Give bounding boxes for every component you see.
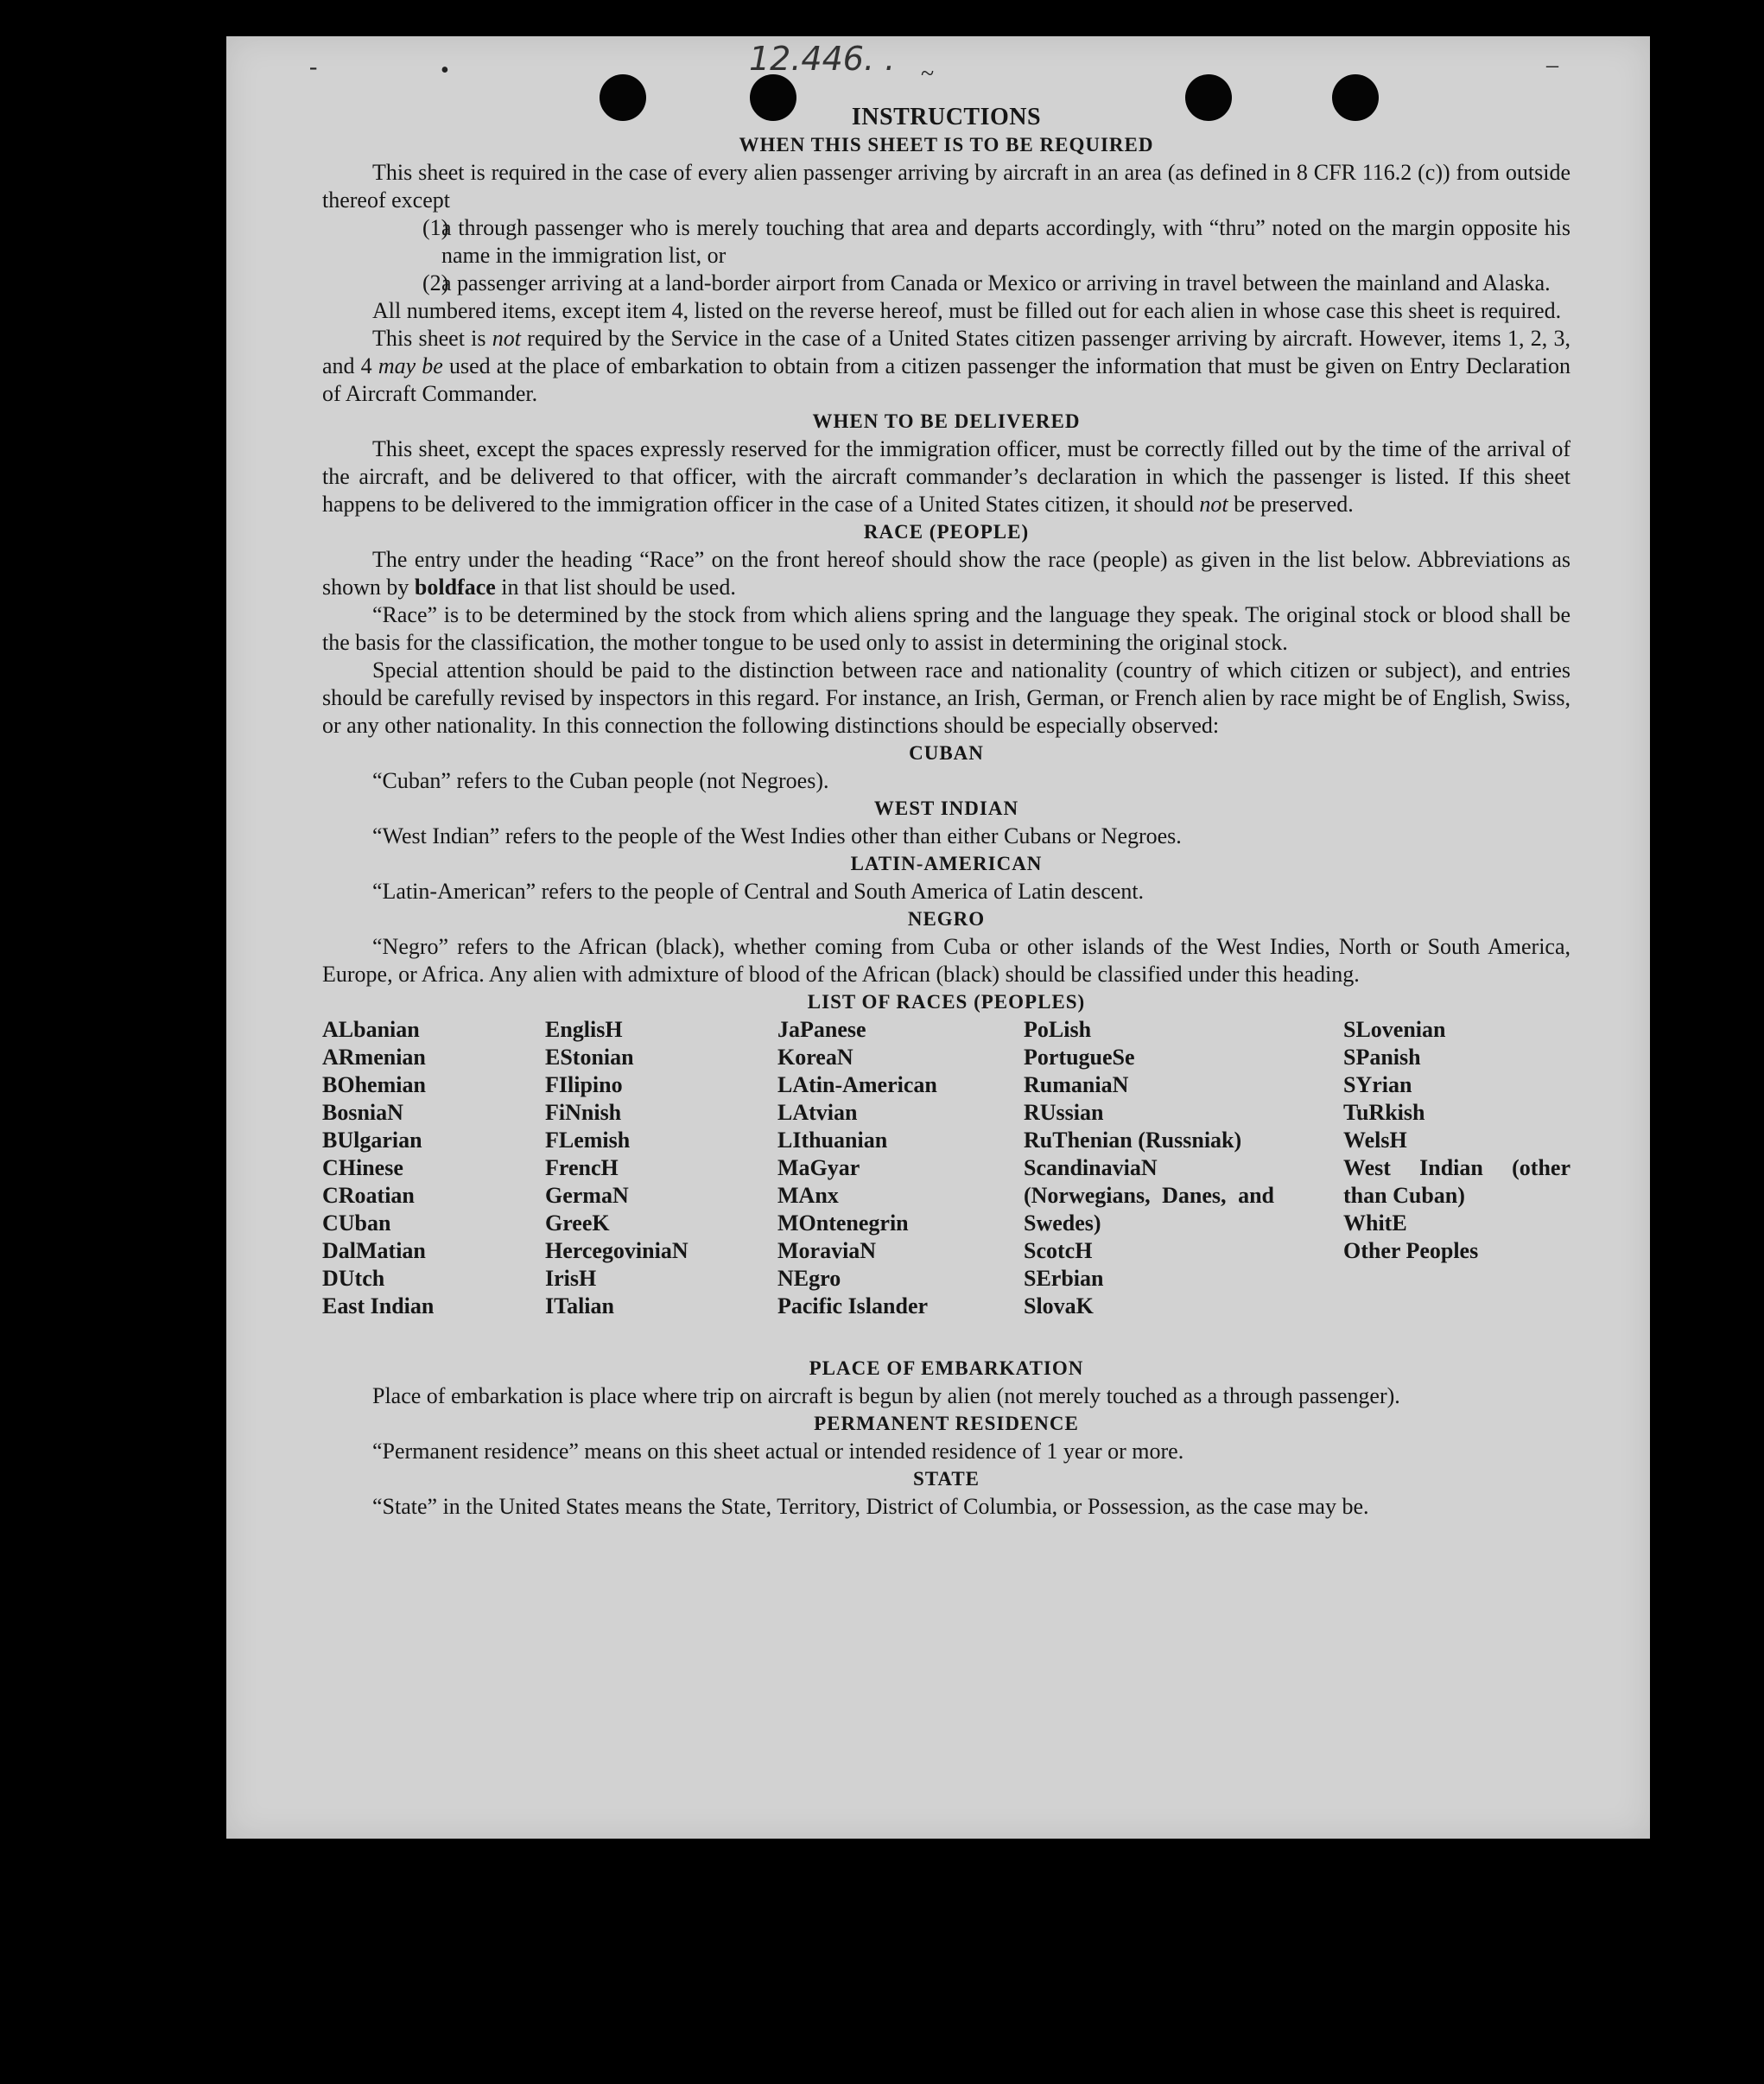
race-entry: FLemish [545,1128,631,1153]
race-entry: PortugueSe [1024,1045,1135,1070]
section-heading: CUBAN [909,742,984,764]
race-entry: CRoatian [322,1183,415,1208]
race-entry: RUssian [1024,1100,1104,1125]
paragraph: “West Indian” refers to the people of the West Indies other than either Cubans or Negroes. [372,823,1182,848]
text-run: This sheet, except the spaces expressly reserved for the immigration officer, must be correctly filled out by the time of the arrival of the aircraft, and be delivered to that officer, with the aircraft commander’s declaration in which the passenger is listed. If this sheet happens to be delivered to the immigration officer in the case of a United States citizen, it should [322,436,1570,517]
race-entry: Other Peoples [1343,1238,1479,1263]
race-entry: SYrian [1343,1072,1412,1097]
section-heading: WHEN THIS SHEET IS TO BE REQUIRED [739,134,1154,156]
section-heading: NEGRO [907,908,986,930]
races-column [1343,1016,1570,1265]
race-entry: SlovaK [1024,1293,1094,1318]
section-heading: WEST INDIAN [873,797,1019,819]
section-heading: RACE (PEOPLE) [863,521,1030,543]
paragraph: “Latin-American” refers to the people of Central and South America of Latin descent. [372,879,1145,904]
races-column [1024,1016,1283,1320]
race-entry: LAtin-American [777,1072,937,1097]
list-item [322,270,1570,297]
text-run: used at the place of embarkation to obtain from a citizen passenger the information that must be given on Entry Declaration of Aircraft Commander. [322,353,1570,406]
race-entry: FIlipino [545,1072,623,1097]
section-heading: WHEN TO BE DELIVERED [812,410,1081,432]
section-heading: PERMANENT RESIDENCE [814,1413,1079,1434]
list-item [322,214,1570,270]
item-number: (2) [422,270,449,295]
document-page [226,36,1650,1839]
race-entry: ITalian [545,1293,614,1318]
race-entry: DalMatian [322,1238,426,1263]
race-entry: JaPanese [777,1017,866,1042]
race-entry: ARmenian [322,1045,426,1070]
paragraph [322,325,1570,408]
race-entry: EnglisH [545,1017,623,1042]
section-heading: STATE [912,1468,980,1490]
text-run: be preserved. [1228,492,1354,517]
paragraph: “Negro” refers to the African (black), whether coming from Cuba or other islands of the West Indies, North or South America, Europe, or Africa. Any alien with admixture of blood of the African (black) should be classified under this heading. [322,934,1570,987]
margin-mark: ~ [921,60,935,87]
text-run: This sheet is [372,326,492,351]
item-text: a passenger arriving at a land-border airport from Canada or Mexico or arriving in travel between the mainland and Alaska. [441,270,1551,295]
race-entry: West Indian (other than Cuban) [1343,1155,1570,1208]
race-entry: ScandinaviaN (Norwegians, Danes, and Swedes) [1024,1155,1274,1236]
paragraph: Place of embarkation is place where trip on aircraft is begun by alien (not merely touched as a through passenger). [372,1383,1400,1408]
race-entry: RuThenian (Russniak) [1024,1128,1242,1153]
race-entry: GreeK [545,1210,610,1236]
bold-text: boldface [414,575,496,600]
section-heading: LIST OF RACES (PEOPLES) [807,991,1086,1013]
paragraph: “State” in the United States means the State, Territory, District of Columbia, or Possession, as the case may be. [372,1494,1369,1519]
margin-mark: – [1546,52,1558,79]
race-entry: MAnx [777,1183,839,1208]
race-entry: WhitE [1343,1210,1407,1236]
races-column [777,1016,1011,1320]
race-entry: TuRkish [1343,1100,1425,1125]
race-entry: LIthuanian [777,1128,888,1153]
text-run: in that list should be used. [495,575,736,600]
paragraph [322,546,1570,601]
race-entry: CHinese [322,1155,403,1180]
race-entry: DUtch [322,1266,385,1291]
race-entry: Pacific Islander [777,1293,929,1318]
race-entry: BUlgarian [322,1128,422,1153]
race-entry: FrencH [545,1155,619,1180]
emphasis: may be [378,353,443,378]
race-entry: ALbanian [322,1017,420,1042]
race-entry: HercegoviniaN [545,1238,688,1263]
paragraph: All numbered items, except item 4, listed on the reverse hereof, must be filled out for each alien in whose case this sheet is required. [372,298,1562,323]
item-text: a through passenger who is merely touching that area and departs accordingly, with “thru” noted on the margin opposite his name in the immigration list, or [441,215,1570,268]
paragraph: “Cuban” refers to the Cuban people (not Negroes). [372,768,829,793]
instructions-content [322,104,1570,1521]
race-entry: LAtvian [777,1100,858,1125]
section-heading: LATIN-AMERICAN [850,853,1043,874]
paragraph [322,435,1570,518]
race-entry: IrisH [545,1266,597,1291]
races-column [322,1016,530,1320]
handwritten-number: 12.446. . [749,40,896,78]
paragraph: “Race” is to be determined by the stock from which aliens spring and the language they speak. The original stock or blood shall be the basis for the classification, the mother tongue to be used only to assist in determining the original stock. [322,602,1570,655]
races-list [322,1016,1570,1355]
race-entry: KoreaN [777,1045,853,1070]
margin-mark: • [441,57,449,84]
race-entry: SErbian [1024,1266,1104,1291]
races-column [545,1016,770,1320]
paragraph: “Permanent residence” means on this sheet actual or intended residence of 1 year or more. [372,1439,1184,1464]
section-heading: PLACE OF EMBARKATION [809,1357,1084,1379]
race-entry: SLovenian [1343,1017,1446,1042]
race-entry: ScotcH [1024,1238,1093,1263]
race-entry: CUban [322,1210,391,1236]
race-entry: NEgro [777,1266,841,1291]
margin-mark: - [309,54,318,80]
paragraph: This sheet is required in the case of every alien passenger arriving by aircraft in an area (as defined in 8 CFR 116.2 (c)) from outside thereof except [322,160,1570,213]
race-entry: FiNnish [545,1100,622,1125]
race-entry: GermaN [545,1183,629,1208]
race-entry: MaGyar [777,1155,860,1180]
race-entry: PoLish [1024,1017,1092,1042]
race-entry: EStonian [545,1045,634,1070]
race-entry: WelsH [1343,1128,1407,1153]
race-entry: MoraviaN [777,1238,877,1263]
emphasis: not [492,326,522,351]
page-title: INSTRUCTIONS [851,104,1042,130]
race-entry: MOntenegrin [777,1210,909,1236]
race-entry: BosniaN [322,1100,403,1125]
race-entry: BOhemian [322,1072,426,1097]
race-entry: SPanish [1343,1045,1421,1070]
text-run: The entry under the heading “Race” on the front hereof should show the race (people) as given in the list below. Abbreviations as shown by [322,547,1570,600]
item-number: (1) [422,215,449,240]
emphasis: not [1199,492,1228,517]
text-run: required by the Service in the case of a United States citizen passenger arriving by aircraft. However, items 1, 2, 3, and 4 [322,326,1570,378]
paragraph: Special attention should be paid to the distinction between race and nationality (country of which citizen or subject), and entries should be carefully revised by inspectors in this regard. For instance, an Irish, German, or French alien by race might be of English, Swiss, or any other nationality. In this connection the following distinctions should be especially observed: [322,658,1570,738]
race-entry: East Indian [322,1293,435,1318]
race-entry: RumaniaN [1024,1072,1129,1097]
